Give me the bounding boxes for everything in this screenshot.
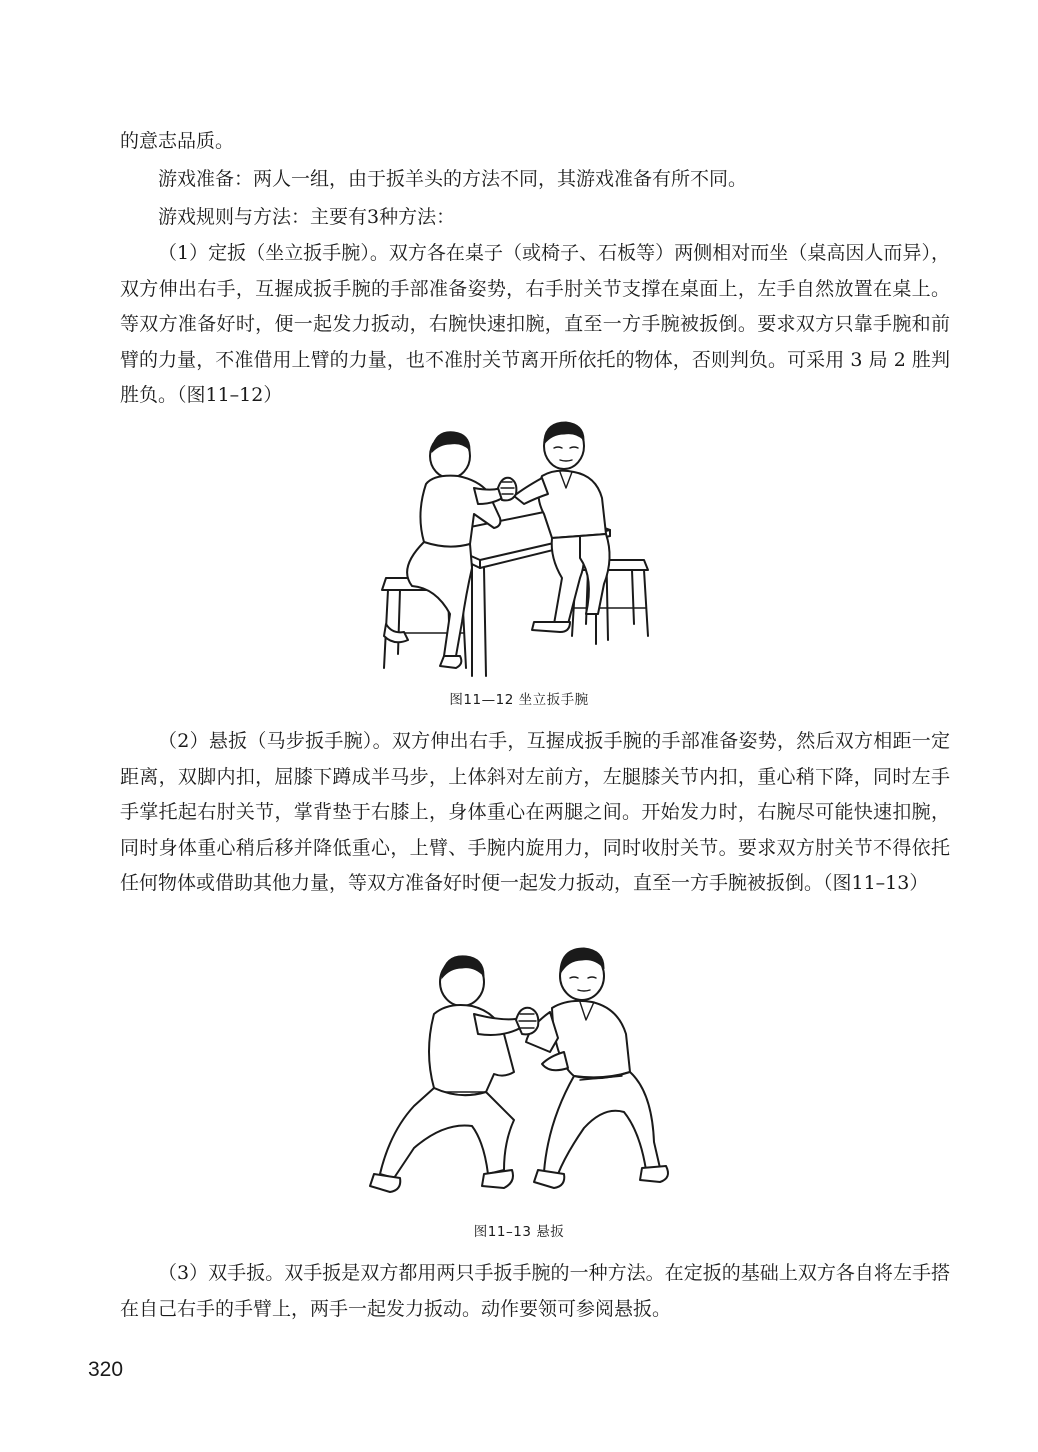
paragraph-method-2: （2）悬扳（马步扳手腕）。双方伸出右手，互握成扳手腕的手部准备姿势，然后双方相距一定距离，双脚内扣，屈膝下蹲成半马步，上体斜对左前方，左腿膝关节内扣，重心稍下降，同时左手手掌托起右肘关节，掌背垫于右膝上，身体重心在两腿之间。开始发力时，右腕尽可能快速扣腕，同时身体重心稍后移并降低重心，上臂、手腕内旋用力，同时收肘关节。要求双方肘关节不得依托任何物体或借助其他力量，等双方准备好时便一起发力扳动，直至一方手腕被扳倒。（图11–13） (120, 730, 950, 894)
paragraph-game-rules: 游戏规则与方法：主要有3种方法： (158, 206, 456, 228)
figure-horse-stance-wrist-wrestling (0, 942, 1038, 1204)
paragraph-1: 的意志品质。 (120, 130, 235, 152)
seated-wrist-wrestling-illustration (374, 418, 664, 680)
horse-stance-wrist-wrestling-illustration (354, 942, 684, 1204)
paragraph-game-preparation: 游戏准备：两人一组，由于扳羊头的方法不同，其游戏准备有所不同。 (158, 168, 748, 190)
page-number: 320 (88, 1358, 124, 1381)
right-stool (572, 560, 648, 636)
figure-11-12-caption: 图11—12 坐立扳手腕 (449, 692, 589, 708)
figure-11-13-caption: 图11–13 悬扳 (473, 1224, 565, 1240)
paragraph-method-3: （3）双手扳。双手扳是双方都用两只手扳手腕的一种方法。在定扳的基础上双方各自将左手搭在自己右手的手臂上，两手一起发力扳动。动作要领可参阅悬扳。 (120, 1262, 950, 1320)
clasped-hands (498, 478, 516, 501)
right-squatting-boy (526, 948, 668, 1188)
clasped-hands (516, 1008, 538, 1035)
figure-seated-wrist-wrestling (0, 418, 1038, 680)
left-squatting-boy (370, 956, 524, 1192)
paragraph-method-1: （1）定扳（坐立扳手腕）。双方各在桌子（或椅子、石板等）两侧相对而坐（桌高因人而异），双方伸出右手，互握成扳手腕的手部准备姿势，右手肘关节支撑在桌面上，左手自然放置在桌上。等双方准备好时，便一起发力扳动，右腕快速扣腕，直至一方手腕被扳倒。要求双方只靠手腕和前臂的力量，不准借用上臂的力量，也不准肘关节离开所依托的物体，否则判负。可采用 3 局 2 胜判胜负。（图11–12） (120, 242, 950, 406)
